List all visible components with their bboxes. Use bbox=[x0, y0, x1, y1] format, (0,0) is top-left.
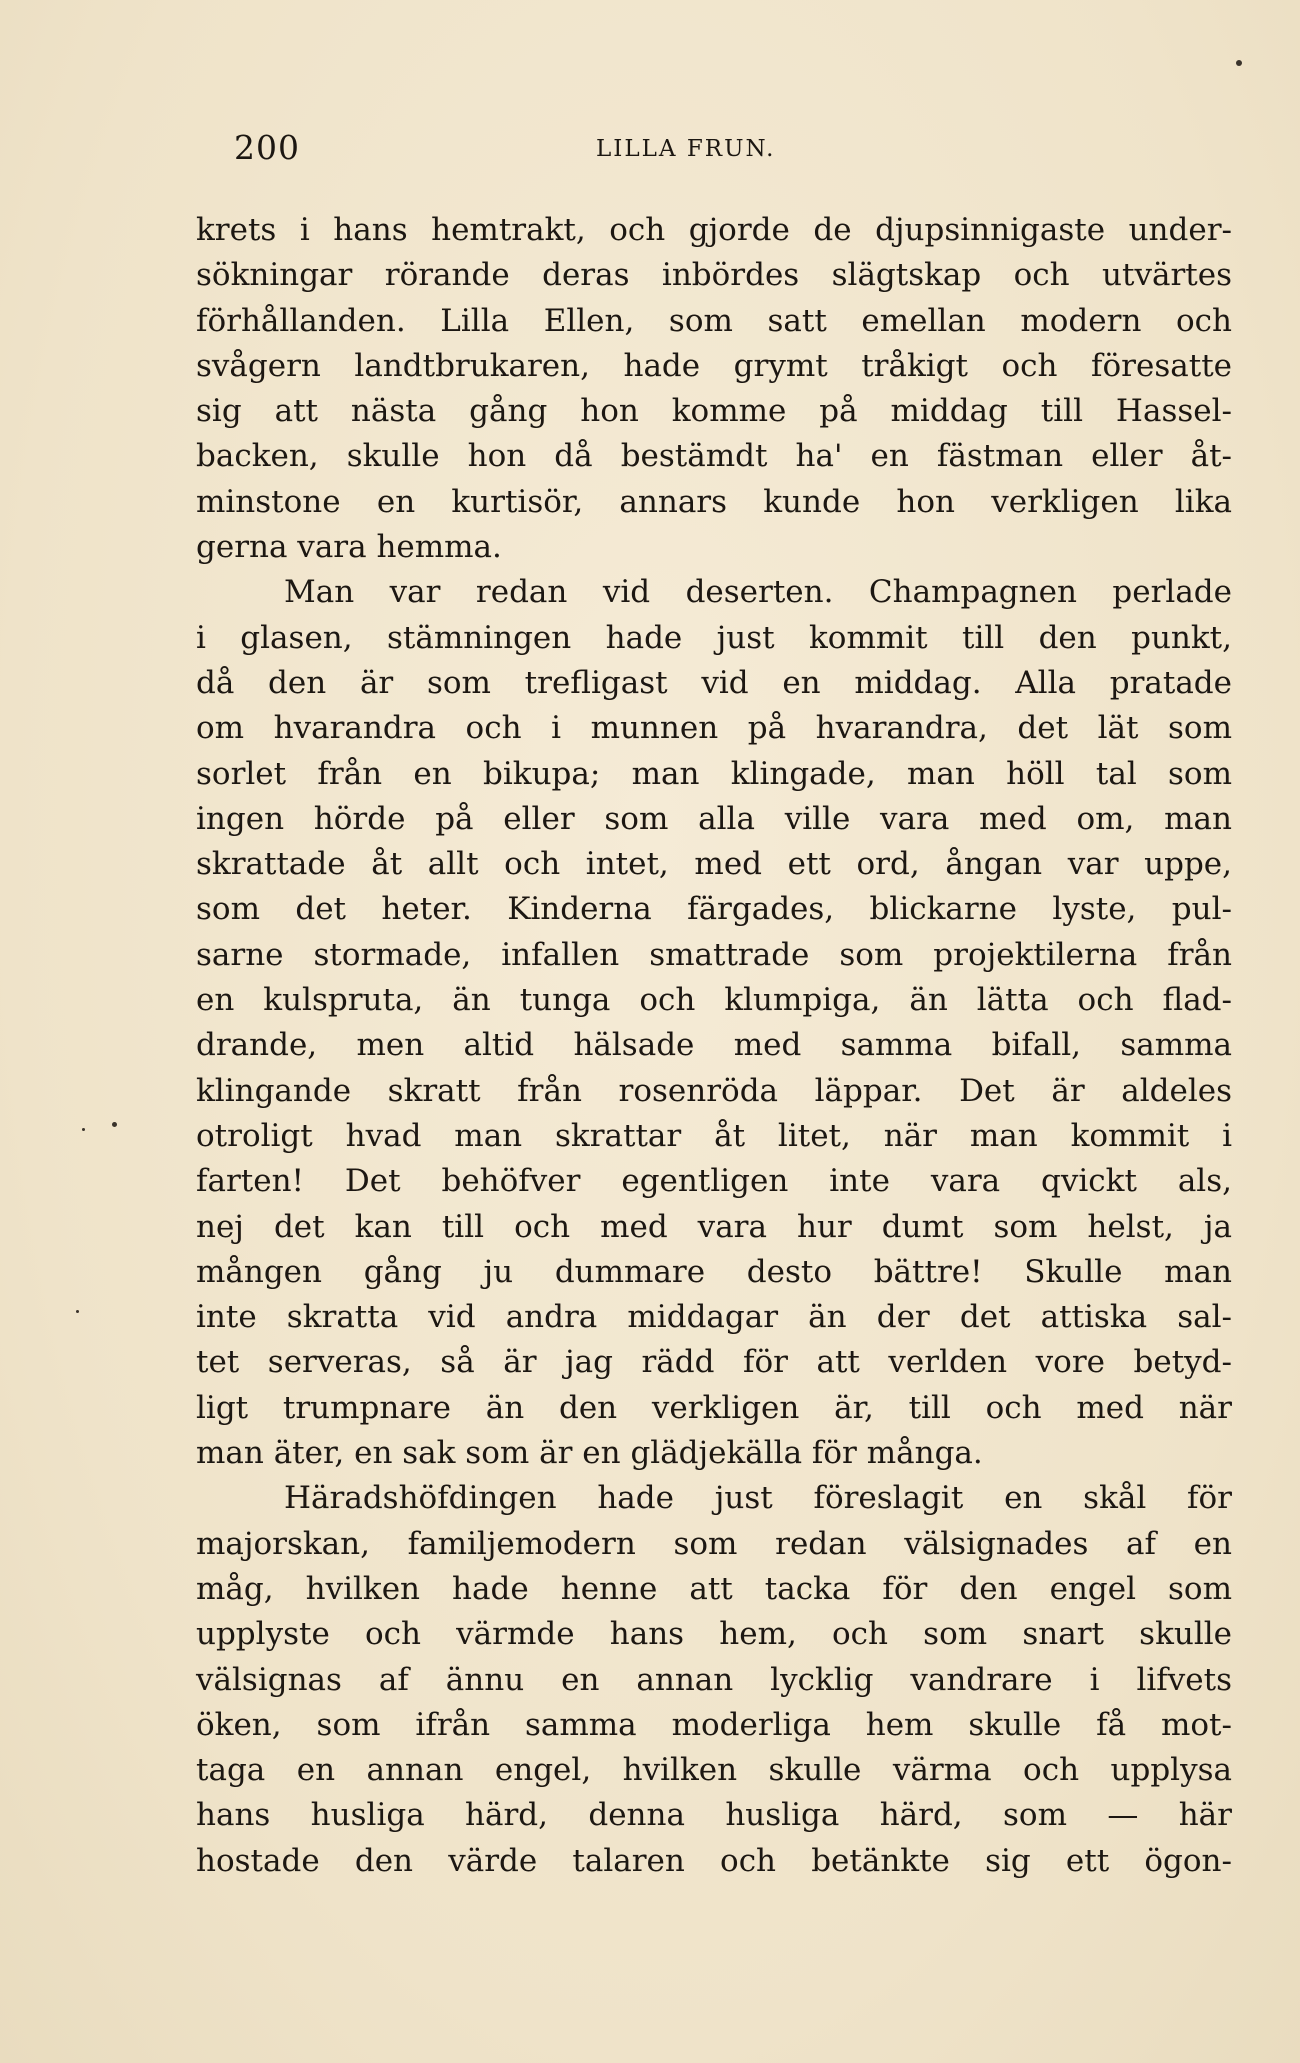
page-header bbox=[234, 128, 1234, 168]
text-line: skrattade åt allt och intet, med ett ord, ångan var uppe, bbox=[196, 846, 1232, 883]
page-number: 200 bbox=[234, 128, 300, 167]
text-line: gerna vara hemma. bbox=[196, 529, 502, 566]
text-line: en kulspruta, än tunga och klumpiga, än lätta och flad- bbox=[196, 982, 1232, 1019]
text-line: krets i hans hemtrakt, och gjorde de djupsinnigaste under- bbox=[196, 212, 1232, 248]
text-line: otroligt hvad man skrattar åt litet, när man kommit i bbox=[196, 1117, 1232, 1154]
text-line: förhållanden. Lilla Ellen, som satt emellan modern och bbox=[196, 302, 1232, 339]
text-line: nej det kan till och med vara hur dumt som helst, ja bbox=[196, 1208, 1232, 1245]
text-line: ingen hörde på eller som alla ville vara med om, man bbox=[196, 800, 1232, 837]
text-line: i glasen, stämningen hade just kommit till den punkt, bbox=[196, 619, 1232, 656]
text-line: sig att nästa gång hon komme på middag till Hassel- bbox=[196, 393, 1232, 430]
text-line: farten! Det behöfver egentligen inte vara qvickt als, bbox=[196, 1163, 1232, 1200]
ink-speck bbox=[76, 1310, 79, 1313]
text-line: majorskan, familjemodern som redan välsignades af en bbox=[196, 1525, 1232, 1562]
text-line: tet serveras, så är jag rädd för att verlden vore betyd- bbox=[196, 1344, 1232, 1381]
running-head: LILLA FRUN. bbox=[596, 136, 776, 162]
text-line: ligt trumpnare än den verkligen är, till och med när bbox=[196, 1389, 1232, 1426]
text-line: svågern landtbrukaren, hade grymt tråkigt och föresatte bbox=[196, 347, 1232, 384]
text-line: man äter, en sak som är en glädjekälla för många. bbox=[196, 1435, 983, 1472]
text-line: om hvarandra och i munnen på hvarandra, det lät som bbox=[196, 710, 1232, 747]
text-line: taga en annan engel, hvilken skulle värma och upplysa bbox=[196, 1752, 1232, 1789]
text-line: öken, som ifrån samma moderliga hem skulle få mot- bbox=[196, 1706, 1232, 1743]
text-line: hostade den värde talaren och betänkte sig ett ögon- bbox=[196, 1842, 1232, 1879]
body-text bbox=[196, 208, 1232, 1884]
text-line: sökningar rörande deras inbördes slägtskap och utvärtes bbox=[196, 257, 1232, 294]
ink-speck bbox=[112, 1122, 117, 1127]
text-line: då den är som trefligast vid en middag. Alla pratade bbox=[196, 664, 1232, 701]
text-line: upplyste och värmde hans hem, och som snart skulle bbox=[196, 1616, 1232, 1653]
text-line: minstone en kurtisör, annars kunde hon verkligen lika bbox=[196, 483, 1232, 520]
ink-speck bbox=[1236, 60, 1242, 66]
text-line: backen, skulle hon då bestämdt ha' en fästman eller åt- bbox=[196, 438, 1232, 475]
text-line: sorlet från en bikupa; man klingade, man höll tal som bbox=[196, 755, 1232, 792]
text-line: klingande skratt från rosenröda läppar. Det är aldeles bbox=[196, 1072, 1232, 1109]
text-line: välsignas af ännu en annan lycklig vandrare i lifvets bbox=[196, 1661, 1232, 1698]
text-line: drande, men altid hälsade med samma bifall, samma bbox=[196, 1027, 1232, 1064]
text-line: sarne stormade, infallen smattrade som projektilerna från bbox=[196, 936, 1232, 973]
text-line: måg, hvilken hade henne att tacka för den engel som bbox=[196, 1570, 1232, 1607]
text-line: som det heter. Kinderna färgades, blickarne lyste, pul- bbox=[196, 891, 1232, 928]
text-line: Häradshöfdingen hade just föreslagit en skål för bbox=[284, 1480, 1232, 1517]
ink-speck bbox=[82, 1128, 85, 1131]
text-line: Man var redan vid deserten. Champagnen perlade bbox=[284, 574, 1232, 611]
text-line: hans husliga härd, denna husliga härd, som — här bbox=[196, 1797, 1232, 1834]
text-line: mången gång ju dummare desto bättre! Skulle man bbox=[196, 1253, 1232, 1290]
text-line: inte skratta vid andra middagar än der det attiska sal- bbox=[196, 1299, 1232, 1336]
